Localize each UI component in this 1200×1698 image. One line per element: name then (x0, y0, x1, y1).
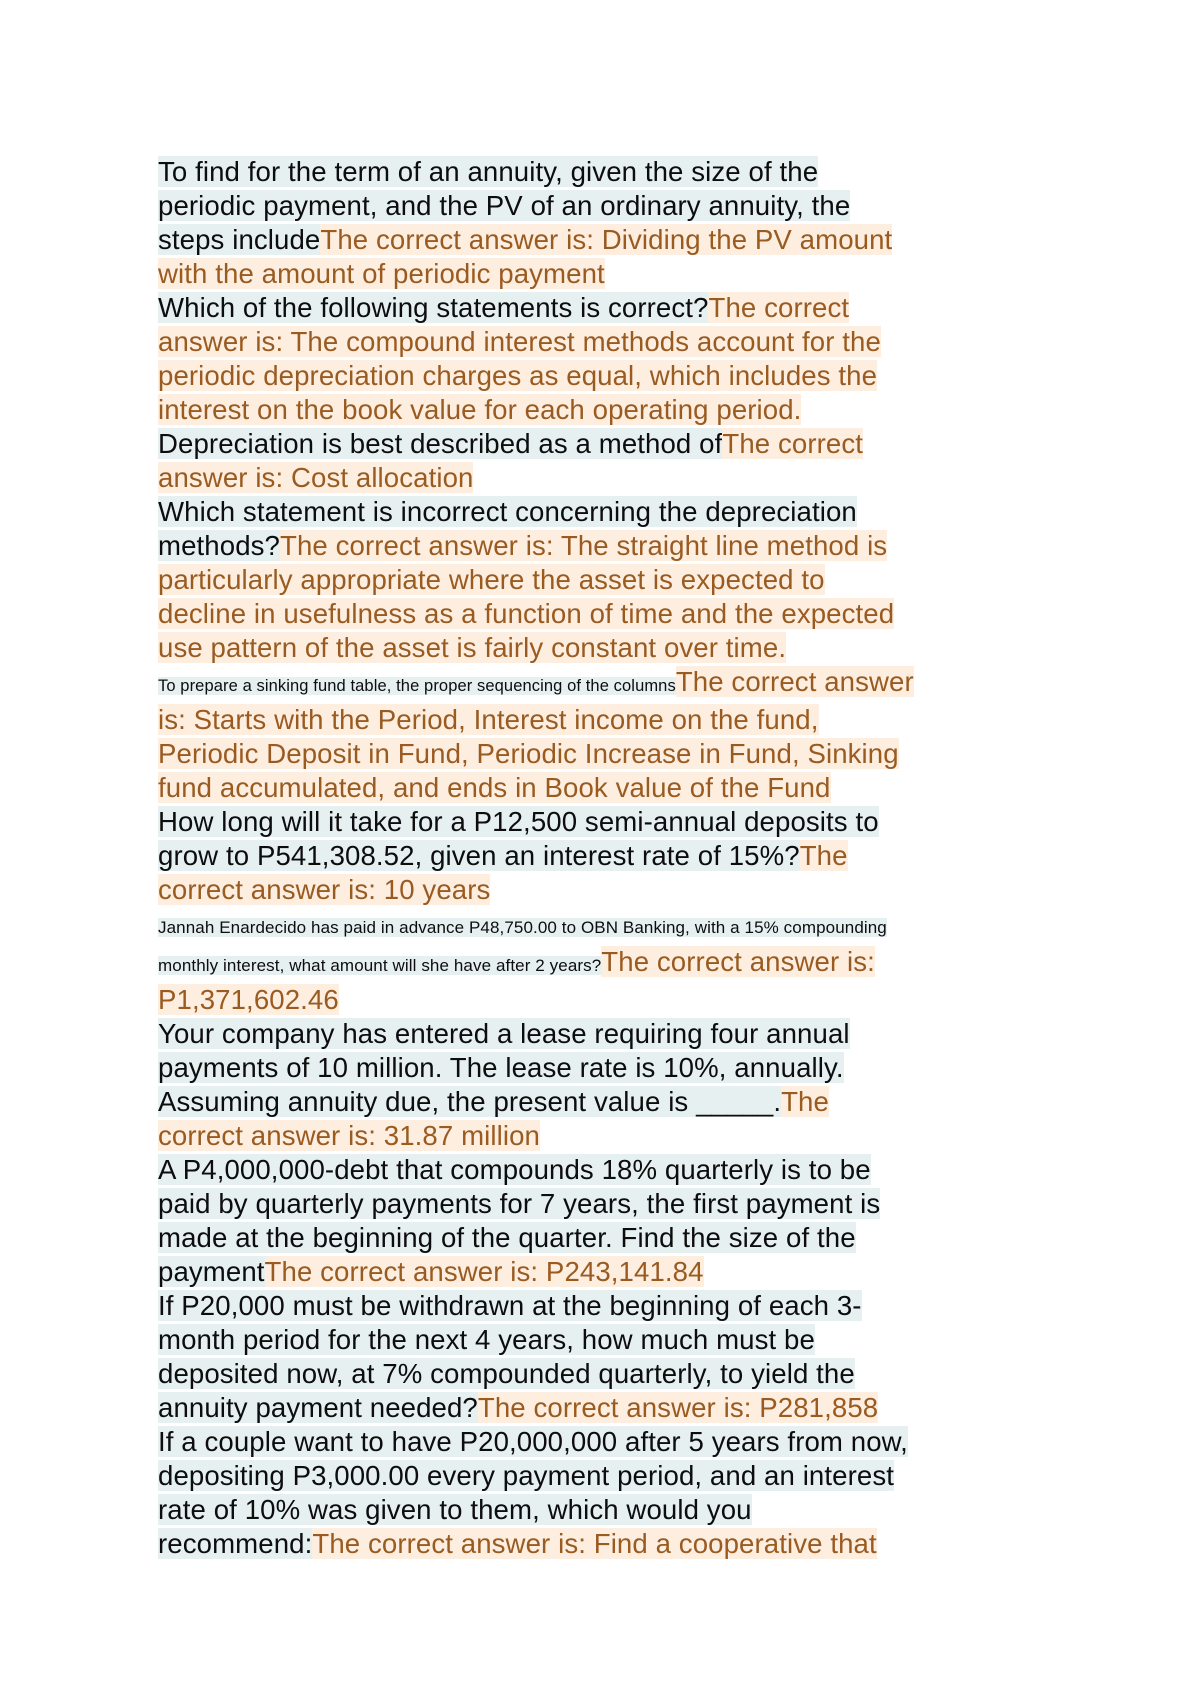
qa-entry (158, 1017, 918, 1153)
question-text: How long will it take for a P12,500 semi-annual deposits to grow to P541,308.52, given an interest rate of 15%? (158, 806, 879, 871)
answer-text: The correct answer is: 10 years (158, 840, 848, 905)
answer-text: The correct answer is: P1,371,602.46 (158, 946, 875, 1015)
answer-text: The correct answer is: The compound interest methods account for the periodic depreciation charges as equal, which includes the interest on the book value for each operating period. (158, 292, 881, 425)
question-text: Which of the following statements is correct? (158, 292, 709, 323)
qa-entry (158, 427, 918, 495)
question-text: Jannah Enardecido has paid in advance P48,750.00 to OBN Banking, with a 15% compounding monthly interest, what amount will she have after 2 years? (158, 918, 887, 975)
question-text: To prepare a sinking fund table, the proper sequencing of the columns (158, 677, 676, 695)
answer-text: The correct answer is: 31.87 million (158, 1086, 829, 1151)
qa-entry (158, 495, 918, 665)
question-text: A P4,000,000-debt that compounds 18% quarterly is to be paid by quarterly payments for 7 years, the first payment is made at the beginning of the quarter. Find the size of the payment (158, 1154, 881, 1287)
answer-text: The correct answer is: Starts with the Period, Interest income on the fund, Periodic Deposit in Fund, Periodic Increase in Fund, Sinking fund accumulated, and ends in Book value of the Fund (158, 666, 914, 803)
question-text: Which statement is incorrect concerning the depreciation methods? (158, 496, 857, 561)
answer-text: The correct answer is: Find a cooperative that (312, 1528, 877, 1559)
question-text: To find for the term of an annuity, given the size of the periodic payment, and the PV of an ordinary annuity, the steps include (158, 156, 851, 255)
answer-text: The correct answer is: The straight line method is particularly appropriate where the asset is expected to decline in usefulness as a function of time and the expected use pattern of the asset is fairly constant over time. (158, 530, 895, 663)
question-text: Your company has entered a lease requiring four annual payments of 10 million. The lease rate is 10%, annually. Assuming annuity due, the present value is _____. (158, 1018, 850, 1117)
answer-text: The correct answer is: Cost allocation (158, 428, 864, 493)
qa-entry (158, 155, 918, 291)
qa-entry (158, 291, 918, 427)
answer-text: The correct answer is: Dividing the PV amount with the amount of periodic payment (158, 224, 893, 289)
qa-entry (158, 1153, 918, 1289)
qa-entry (158, 1425, 918, 1561)
qa-list (158, 155, 918, 1561)
qa-entry (158, 805, 918, 907)
question-text: If a couple want to have P20,000,000 after 5 years from now, depositing P3,000.00 every payment period, and an interest rate of 10% was given to them, which would you recommend: (158, 1426, 908, 1559)
question-text: Depreciation is best described as a method of (158, 428, 723, 459)
qa-entry (158, 1289, 918, 1425)
qa-entry (158, 907, 918, 1017)
qa-entry (158, 665, 918, 805)
question-text: If P20,000 must be withdrawn at the beginning of each 3-month period for the next 4 years, how much must be deposited now, at 7% compounded quarterly, to yield the annuity payment needed? (158, 1290, 862, 1423)
answer-text: The correct answer is: P243,141.84 (264, 1256, 704, 1287)
answer-text: The correct answer is: P281,858 (477, 1392, 879, 1423)
